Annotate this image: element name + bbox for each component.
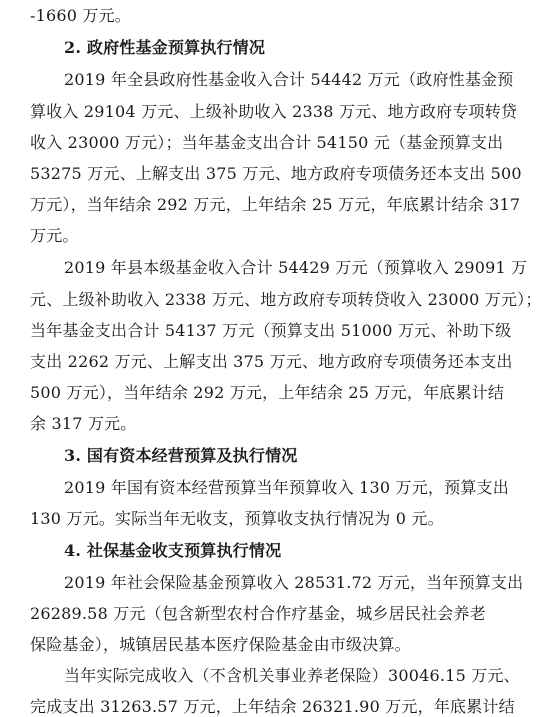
text-line: 支出 2262 万元、上解支出 375 万元、地方政府专项债务还本支出 (30, 352, 513, 371)
section-heading-4: 4. 社保基金收支预算执行情况 (64, 541, 282, 560)
text-line: 元、上级补助收入 2338 万元、地方政府专项转贷收入 23000 万元）； (30, 290, 542, 309)
text-line: 2019 年全县政府性基金收入合计 54442 万元（政府性基金预 (64, 70, 514, 89)
text-line: 算收入 29104 万元、上级补助收入 2338 万元、地方政府专项转贷 (30, 102, 518, 121)
text-line: 收入 23000 万元）；当年基金支出合计 54150 元（基金预算支出 (30, 133, 504, 152)
text-line: 万元。 (30, 226, 79, 245)
text-line: 2019 年国有资本经营预算当年预算收入 130 万元，预算支出 (64, 478, 509, 497)
text-line: 完成支出 31263.57 万元，上年结余 26321.90 万元，年底累计结 (30, 697, 515, 716)
text-line: 2019 年社会保险基金预算收入 28531.72 万元，当年预算支出 (64, 573, 524, 592)
text-line: 53275 万元、上解支出 375 万元、地方政府专项债务还本支出 500 (30, 164, 522, 183)
section-heading-3: 3. 国有资本经营预算及执行情况 (64, 446, 298, 465)
text-line: 万元），当年结余 292 万元，上年结余 25 万元，年底累计结余 317 (30, 195, 521, 214)
text-line: 2019 年县本级基金收入合计 54429 万元（预算收入 29091 万 (64, 258, 528, 277)
text-line: -1660 万元。 (30, 6, 132, 25)
text-line: 130 万元。实际当年无收支，预算收支执行情况为 0 元。 (30, 509, 444, 528)
text-line: 500 万元），当年结余 292 万元，上年结余 25 万元，年底累计结 (30, 383, 505, 402)
text-line: 当年实际完成收入（不含机关事业养老保险）30046.15 万元、 (64, 666, 520, 685)
text-line: 保险基金），城镇居民基本医疗保险基金由市级决算。 (30, 635, 411, 654)
section-heading-2: 2. 政府性基金预算执行情况 (64, 38, 266, 57)
text-line: 26289.58 万元（包含新型农村合作疗基金，城乡居民社会养老 (30, 604, 486, 623)
text-line: 当年基金支出合计 54137 万元（预算支出 51000 万元、补助下级 (30, 321, 512, 340)
text-line: 余 317 万元。 (30, 414, 137, 433)
